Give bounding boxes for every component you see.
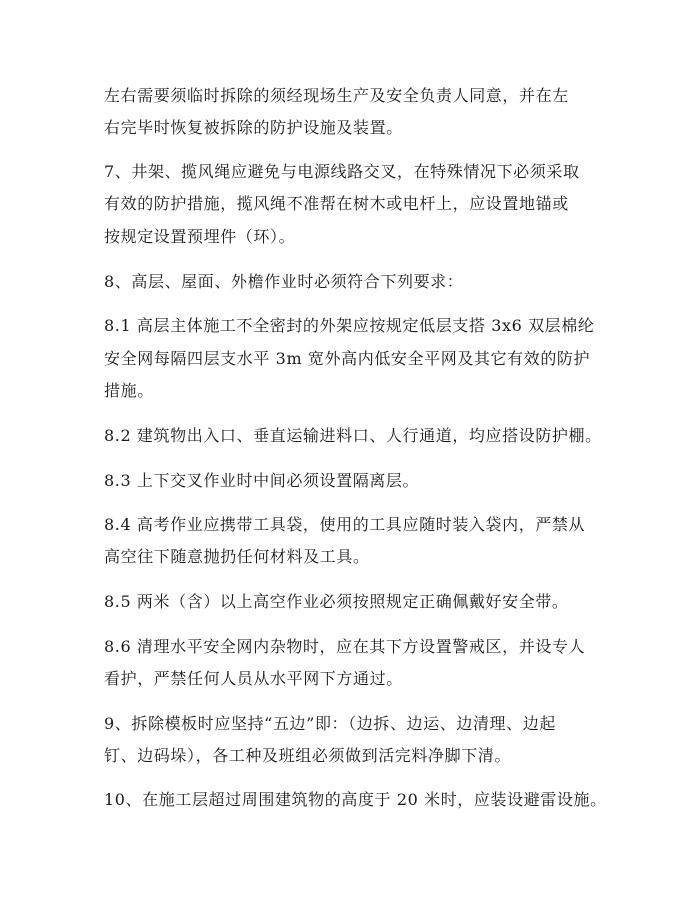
text-line: 8.2 建筑物出入口、垂直运输进料口、人行通道，均应搭设防护棚。 [104, 426, 602, 445]
text-line: 7、井架、揽风绳应避免与电源线路交叉，在特殊情况下必须采取 [104, 162, 580, 181]
text-line: 按规定设置预埋件（环）。 [104, 227, 296, 246]
text-line: 8.4 高考作业应携带工具袋，使用的工具应随时装入袋内，严禁从 [104, 515, 586, 534]
text-line: 右完毕时恢复被拆除的防护设施及装置。 [104, 118, 403, 137]
text-line: 8.1 高层主体施工不全密封的外架应按规定低层支搭 3x6 双层棉纶 [104, 316, 595, 335]
text-line: 高空往下随意抛扔任何材料及工具。 [104, 547, 370, 566]
text-line: 8、高层、屋面、外檐作业时必须符合下列要求： [104, 272, 464, 291]
text-line: 有效的防护措施，揽风绳不准帮在树木或电杆上，应设置地锚或 [104, 194, 569, 213]
text-line: 8.5 两米（含）以上高空作业必须按照规定正确佩戴好安全带。 [104, 592, 569, 611]
text-line: 9、拆除模板时应坚持“五边”即：（边拆、边运、边清理、边起 [104, 714, 556, 733]
text-line: 安全网每隔四层支水平 3m 宽外高内低安全平网及其它有效的防护 [104, 349, 591, 368]
text-line: 左右需要须临时拆除的须经现场生产及安全负责人同意，并在左 [104, 86, 569, 105]
text-line: 措施。 [104, 381, 154, 400]
text-line: 8.6 清理水平安全网内杂物时，应在其下方设置警戒区，并设专人 [104, 637, 586, 656]
text-line: 8.3 上下交叉作业时中间必须设置隔离层。 [104, 471, 420, 490]
text-line: 10、在施工层超过周围建筑物的高度于 20 米时，应装设避雷设施。 [104, 790, 607, 809]
text-line: 钉、边码垛），各工种及班组必须做到活完料净脚下清。 [104, 746, 512, 765]
text-line: 看护，严禁任何人员从水平网下方通过。 [104, 669, 403, 688]
